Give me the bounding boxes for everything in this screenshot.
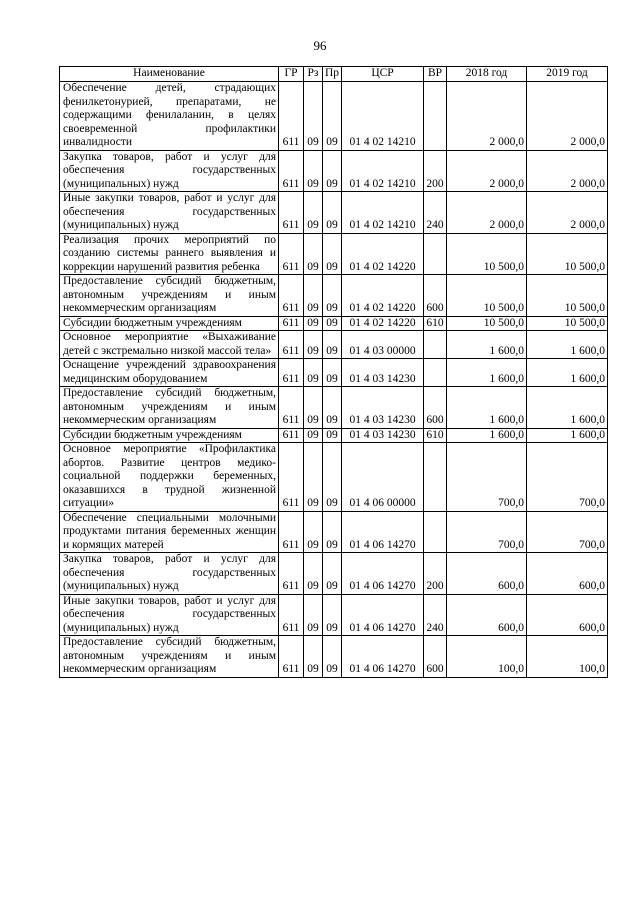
row-2019-cell: 2 000,0 <box>527 82 608 151</box>
row-pr-cell: 09 <box>323 82 342 151</box>
table-row <box>60 636 608 678</box>
row-vr-cell: 610 <box>424 316 447 331</box>
row-pr-cell: 09 <box>323 553 342 595</box>
table-row <box>60 316 608 331</box>
row-name-cell: Оснащение учреждений здравоохранения медицинским оборудованием <box>60 359 279 387</box>
row-2018-cell: 600,0 <box>447 553 527 595</box>
row-2018-cell: 2 000,0 <box>447 82 527 151</box>
row-rz-cell: 09 <box>304 594 323 636</box>
row-pr-cell: 09 <box>323 192 342 234</box>
row-pr-cell: 09 <box>323 387 342 429</box>
row-gr-cell: 611 <box>279 316 304 331</box>
row-2018-cell: 10 500,0 <box>447 316 527 331</box>
page-number: 96 <box>313 38 327 53</box>
row-csr-cell: 01 4 03 14230 <box>342 359 424 387</box>
row-vr-cell: 240 <box>424 192 447 234</box>
header-row <box>60 67 608 82</box>
row-2019-cell: 600,0 <box>527 553 608 595</box>
row-vr-cell: 600 <box>424 636 447 678</box>
row-vr-cell <box>424 443 447 512</box>
row-pr-cell: 09 <box>323 636 342 678</box>
row-name-cell: Обеспечение детей, страдающих фенилкетонурией, препаратами, не содержащими фенилаланин, в целях своевременной профилактики инвалидности <box>60 82 279 151</box>
row-vr-cell <box>424 511 447 553</box>
row-csr-cell: 01 4 02 14220 <box>342 316 424 331</box>
row-csr-cell: 01 4 06 00000 <box>342 443 424 512</box>
row-vr-cell: 600 <box>424 275 447 317</box>
table-row <box>60 331 608 359</box>
row-2018-cell: 700,0 <box>447 443 527 512</box>
row-gr-cell: 611 <box>279 359 304 387</box>
row-2018-cell: 1 600,0 <box>447 428 527 443</box>
row-2018-cell: 700,0 <box>447 511 527 553</box>
row-2019-cell: 10 500,0 <box>527 233 608 275</box>
row-2019-cell: 2 000,0 <box>527 150 608 192</box>
column-header-name: Наименование <box>60 67 279 82</box>
row-name-cell: Закупка товаров, работ и услуг для обеспечения государственных (муниципальных) нужд <box>60 553 279 595</box>
row-gr-cell: 611 <box>279 511 304 553</box>
column-header-pr: Пр <box>323 67 342 82</box>
row-2018-cell: 2 000,0 <box>447 150 527 192</box>
table-row <box>60 511 608 553</box>
row-name-cell: Иные закупки товаров, работ и услуг для обеспечения государственных (муниципальных) нужд <box>60 192 279 234</box>
table-row <box>60 359 608 387</box>
row-2019-cell: 1 600,0 <box>527 359 608 387</box>
row-vr-cell <box>424 359 447 387</box>
row-2018-cell: 10 500,0 <box>447 233 527 275</box>
table-row <box>60 387 608 429</box>
row-gr-cell: 611 <box>279 331 304 359</box>
row-name-cell: Субсидии бюджетным учреждениям <box>60 316 279 331</box>
budget-table <box>59 66 608 678</box>
row-gr-cell: 611 <box>279 275 304 317</box>
row-name-cell: Основное мероприятие «Выхаживание детей с экстремально низкой массой тела» <box>60 331 279 359</box>
row-csr-cell: 01 4 02 14220 <box>342 275 424 317</box>
row-vr-cell <box>424 331 447 359</box>
row-rz-cell: 09 <box>304 428 323 443</box>
row-gr-cell: 611 <box>279 636 304 678</box>
row-vr-cell: 200 <box>424 150 447 192</box>
row-pr-cell: 09 <box>323 275 342 317</box>
row-2018-cell: 600,0 <box>447 594 527 636</box>
column-header-rz: Рз <box>304 67 323 82</box>
row-rz-cell: 09 <box>304 82 323 151</box>
row-csr-cell: 01 4 02 14220 <box>342 233 424 275</box>
table-row <box>60 594 608 636</box>
row-2019-cell: 10 500,0 <box>527 275 608 317</box>
row-name-cell: Закупка товаров, работ и услуг для обеспечения государственных (муниципальных) нужд <box>60 150 279 192</box>
row-2019-cell: 1 600,0 <box>527 331 608 359</box>
row-rz-cell: 09 <box>304 192 323 234</box>
row-rz-cell: 09 <box>304 387 323 429</box>
row-pr-cell: 09 <box>323 511 342 553</box>
row-rz-cell: 09 <box>304 275 323 317</box>
table-row <box>60 82 608 151</box>
row-rz-cell: 09 <box>304 233 323 275</box>
table-row <box>60 428 608 443</box>
row-2018-cell: 10 500,0 <box>447 275 527 317</box>
row-2019-cell: 1 600,0 <box>527 387 608 429</box>
row-name-cell: Обеспечение специальными молочными продуктами питания беременных женщин и кормящих матерей <box>60 511 279 553</box>
row-vr-cell <box>424 82 447 151</box>
row-csr-cell: 01 4 03 00000 <box>342 331 424 359</box>
row-csr-cell: 01 4 06 14270 <box>342 553 424 595</box>
row-pr-cell: 09 <box>323 150 342 192</box>
row-name-cell: Основное мероприятие «Профилактика абортов. Развитие центров медико-социальной поддержки беременных, оказавшихся в трудной жизненной ситуации» <box>60 443 279 512</box>
row-pr-cell: 09 <box>323 331 342 359</box>
table-row <box>60 233 608 275</box>
row-rz-cell: 09 <box>304 359 323 387</box>
row-csr-cell: 01 4 06 14270 <box>342 594 424 636</box>
row-gr-cell: 611 <box>279 192 304 234</box>
table-body <box>60 82 608 678</box>
row-csr-cell: 01 4 03 14230 <box>342 428 424 443</box>
row-gr-cell: 611 <box>279 443 304 512</box>
column-header-gr: ГР <box>279 67 304 82</box>
row-csr-cell: 01 4 02 14210 <box>342 150 424 192</box>
row-pr-cell: 09 <box>323 233 342 275</box>
row-2018-cell: 1 600,0 <box>447 331 527 359</box>
row-pr-cell: 09 <box>323 428 342 443</box>
column-header-csr: ЦСР <box>342 67 424 82</box>
row-gr-cell: 611 <box>279 387 304 429</box>
row-pr-cell: 09 <box>323 316 342 331</box>
row-vr-cell <box>424 233 447 275</box>
row-gr-cell: 611 <box>279 233 304 275</box>
row-rz-cell: 09 <box>304 553 323 595</box>
row-2019-cell: 700,0 <box>527 511 608 553</box>
row-name-cell: Предоставление субсидий бюджетным, автономным учреждениям и иным некоммерческим организациям <box>60 275 279 317</box>
row-gr-cell: 611 <box>279 428 304 443</box>
row-2018-cell: 2 000,0 <box>447 192 527 234</box>
row-name-cell: Иные закупки товаров, работ и услуг для обеспечения государственных (муниципальных) нужд <box>60 594 279 636</box>
row-2018-cell: 1 600,0 <box>447 359 527 387</box>
row-2019-cell: 2 000,0 <box>527 192 608 234</box>
row-2019-cell: 600,0 <box>527 594 608 636</box>
row-2019-cell: 1 600,0 <box>527 428 608 443</box>
row-rz-cell: 09 <box>304 511 323 553</box>
column-header-2018: 2018 год <box>447 67 527 82</box>
row-gr-cell: 611 <box>279 594 304 636</box>
table-row <box>60 275 608 317</box>
row-rz-cell: 09 <box>304 636 323 678</box>
row-name-cell: Предоставление субсидий бюджетным, автономным учреждениям и иным некоммерческим организациям <box>60 636 279 678</box>
row-name-cell: Субсидии бюджетным учреждениям <box>60 428 279 443</box>
table-row <box>60 443 608 512</box>
row-vr-cell: 600 <box>424 387 447 429</box>
row-csr-cell: 01 4 06 14270 <box>342 511 424 553</box>
row-pr-cell: 09 <box>323 443 342 512</box>
table-row <box>60 553 608 595</box>
row-rz-cell: 09 <box>304 331 323 359</box>
row-2018-cell: 1 600,0 <box>447 387 527 429</box>
row-pr-cell: 09 <box>323 594 342 636</box>
row-rz-cell: 09 <box>304 316 323 331</box>
row-csr-cell: 01 4 03 14230 <box>342 387 424 429</box>
row-name-cell: Реализация прочих мероприятий по созданию системы раннего выявления и коррекции нарушений развития ребенка <box>60 233 279 275</box>
row-csr-cell: 01 4 06 14270 <box>342 636 424 678</box>
row-2019-cell: 100,0 <box>527 636 608 678</box>
row-gr-cell: 611 <box>279 553 304 595</box>
row-vr-cell: 610 <box>424 428 447 443</box>
row-name-cell: Предоставление субсидий бюджетным, автономным учреждениям и иным некоммерческим организациям <box>60 387 279 429</box>
row-2019-cell: 700,0 <box>527 443 608 512</box>
row-csr-cell: 01 4 02 14210 <box>342 82 424 151</box>
row-csr-cell: 01 4 02 14210 <box>342 192 424 234</box>
row-vr-cell: 200 <box>424 553 447 595</box>
row-vr-cell: 240 <box>424 594 447 636</box>
row-gr-cell: 611 <box>279 82 304 151</box>
table-row <box>60 192 608 234</box>
table-row <box>60 150 608 192</box>
row-2019-cell: 10 500,0 <box>527 316 608 331</box>
row-gr-cell: 611 <box>279 150 304 192</box>
row-rz-cell: 09 <box>304 150 323 192</box>
table-header <box>60 67 608 82</box>
column-header-vr: ВР <box>424 67 447 82</box>
row-pr-cell: 09 <box>323 359 342 387</box>
row-rz-cell: 09 <box>304 443 323 512</box>
column-header-2019: 2019 год <box>527 67 608 82</box>
row-2018-cell: 100,0 <box>447 636 527 678</box>
